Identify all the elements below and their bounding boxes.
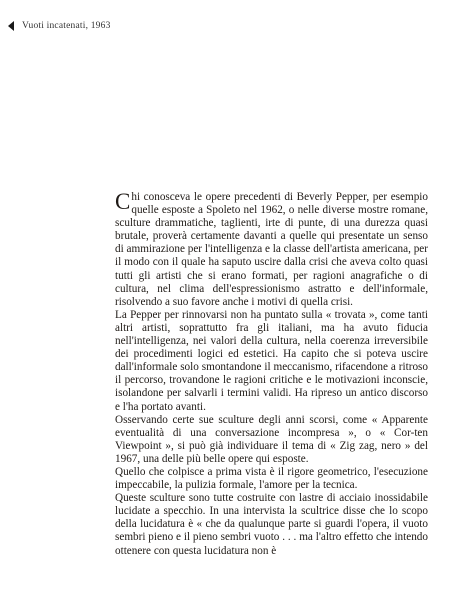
paragraph-4: Quello che colpisce a prima vista è il rigore geometrico, l'esecuzione impeccabile, la pulizia formale, l'amore per la tecnica.: [115, 465, 428, 492]
paragraph-1: [115, 191, 428, 309]
running-header: [8, 21, 111, 31]
paragraph-3: Osservando certe sue sculture degli anni scorsi, come « Apparente eventualità di una conversazione incompresa », o « Cor-ten Viewpoint », si può già individuare il tema di « Zig zag, nero » del 1967, una delle più belle opere qui esposte.: [115, 413, 428, 465]
header-caption: Vuoti incatenati, 1963: [22, 21, 111, 31]
article-body: [115, 191, 428, 558]
drop-cap: C: [115, 189, 131, 214]
paragraph-1-text: hi conosceva le opere precedenti di Beverly Pepper, per esempio quelle esposte a Spoleto nel 1962, o nelle diverse mostre romane, sculture drammatiche, taglienti, irte di punte, di una durezza quasi brutale, proverà certamente davanti a quelle qui presentate un senso di ammirazione per l'intelligenza e la classe dell'artista americana, per il modo con il quale ha saputo uscire dalla crisi che aveva colto quasi tutti gli artisti che si erano formati, per ragioni anagrafiche o di cultura, nel clima dell'espressionismo astratto e dell'informale, risolvendo a suo favore anche i motivi di quella crisi.: [115, 191, 428, 308]
paragraph-2: La Pepper per rinnovarsi non ha puntato sulla « trovata », come tanti altri artisti, soprattutto fra gli italiani, ma ha avuto fiducia nell'intelligenza, nei valori della cultura, nella coerenza irreversibile dei procedimenti logici ed estetici. Ha capito che si poteva uscire dall'informale solo smontandone il meccanismo, rifacendone a ritroso il percorso, trovandone le ragioni critiche e le motivazioni inconscie, isolandone per salvarli i termini validi. Ha ripreso un antico discorso e l'ha portato avanti.: [115, 308, 428, 413]
paragraph-5: Queste sculture sono tutte costruite con lastre di acciaio inossidabile lucidate a specchio. In una intervista la scultrice disse che lo scopo della lucidatura è « che da qualunque parte si guardi l'opera, il vuoto sembri pieno e il pieno sembri vuoto . . . ma l'altro effetto che intendo ottenere con questa lucidatura non è: [115, 492, 428, 557]
arrow-left-icon: [8, 21, 14, 31]
